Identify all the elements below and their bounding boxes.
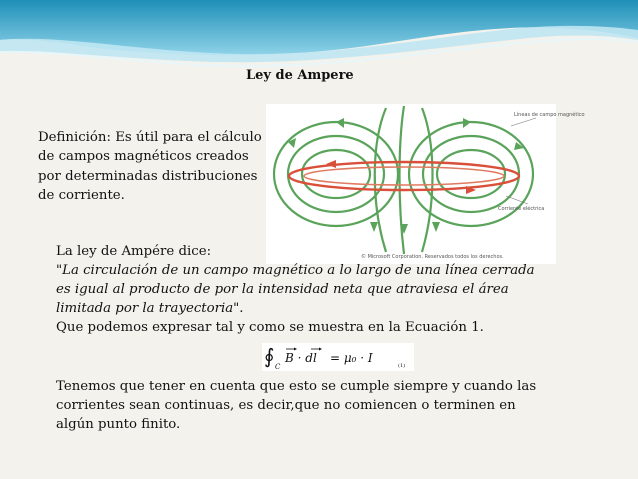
figure-credit: © Microsoft Corporation. Reservados todos los derechos. bbox=[361, 254, 504, 260]
slide-title: Ley de Ampere bbox=[246, 68, 354, 83]
definition-text: Definición: Es útil para el cálculo de campos magnéticos creados por determinadas distribuciones de corriente. bbox=[38, 130, 262, 203]
equation-rhs: = μ₀ · I bbox=[330, 351, 373, 365]
integral-icon: ∮ bbox=[264, 344, 275, 368]
equation-number: (1) bbox=[398, 363, 406, 369]
integral-subscript: C bbox=[275, 363, 281, 371]
law-intro: La ley de Ampére dice: bbox=[56, 244, 212, 259]
ampere-equation bbox=[262, 343, 414, 371]
field-lines-label: Líneas de campo magnético bbox=[514, 112, 585, 118]
ampere-law-text bbox=[56, 242, 546, 337]
current-label: Corriente eléctrica bbox=[498, 206, 545, 212]
magnetic-field-figure bbox=[266, 104, 585, 264]
law-expression-note: Que podemos expresar tal y como se muestra en la Ecuación 1. bbox=[56, 320, 484, 335]
law-quote: "La circulación de un campo magnético a lo largo de una línea cerrada es igual al producto de por la intensidad neta que atraviesa el área limitada por la trayectoria". bbox=[56, 263, 535, 316]
equation-lhs: B · dl bbox=[285, 351, 317, 365]
conclusion-text: Tenemos que tener en cuenta que esto se cumple siempre y cuando las corrientes sean continuas, es decir,que no comiencen o terminen en algún punto finito. bbox=[56, 379, 537, 432]
